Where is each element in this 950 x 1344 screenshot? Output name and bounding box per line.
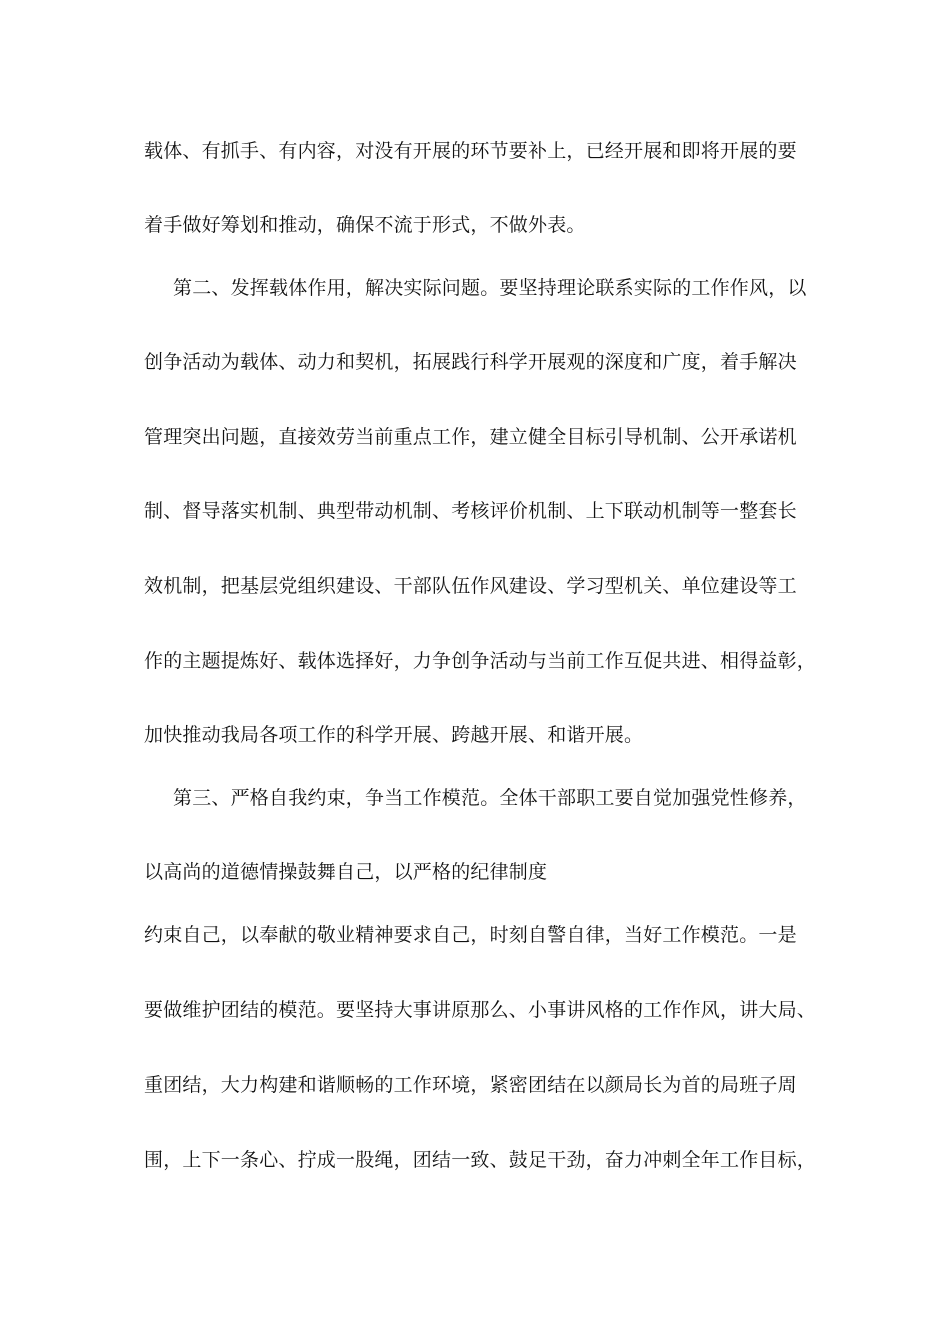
text-line-14: 重团结，大力构建和谐顺畅的工作环境，紧密团结在以颜局长为首的局班子周	[144, 1074, 797, 1096]
text-line-9: 加快推动我局各项工作的科学开展、跨越开展、和谐开展。	[144, 724, 644, 746]
text-line-11: 以高尚的道德情操鼓舞自己，以严格的纪律制度	[144, 861, 548, 883]
text-line-7: 效机制，把基层党组织建设、干部队伍作风建设、学习型机关、单位建设等工	[144, 575, 797, 597]
text-line-2: 着手做好筹划和推动，确保不流于形式，不做外表。	[144, 214, 586, 236]
text-line-3: 第二、发挥载体作用，解决实际问题。要坚持理论联系实际的工作作风，以	[173, 277, 807, 299]
text-line-13: 要做维护团结的模范。要坚持大事讲原那么、小事讲风格的工作作风，讲大局、	[144, 999, 817, 1021]
text-line-8: 作的主题提炼好、载体选择好，力争创争活动与当前工作互促共进、相得益彰，	[144, 650, 817, 672]
text-line-12: 约束自己，以奉献的敬业精神要求自己，时刻自警自律，当好工作模范。一是	[144, 924, 797, 946]
text-line-15: 围，上下一条心、拧成一股绳，团结一致、鼓足干劲，奋力冲刺全年工作目标，	[144, 1149, 817, 1171]
text-line-10: 第三、严格自我约束，争当工作模范。全体干部职工要自觉加强党性修养，	[173, 787, 807, 809]
text-line-6: 制、督导落实机制、典型带动机制、考核评价机制、上下联动机制等一整套长	[144, 500, 797, 522]
text-line-5: 管理突出问题，直接效劳当前重点工作，建立健全目标引导机制、公开承诺机	[144, 426, 797, 448]
text-line-4: 创争活动为载体、动力和契机，拓展践行科学开展观的深度和广度，着手解决	[144, 351, 797, 373]
text-line-1: 载体、有抓手、有内容，对没有开展的环节要补上，已经开展和即将开展的要	[144, 140, 797, 162]
